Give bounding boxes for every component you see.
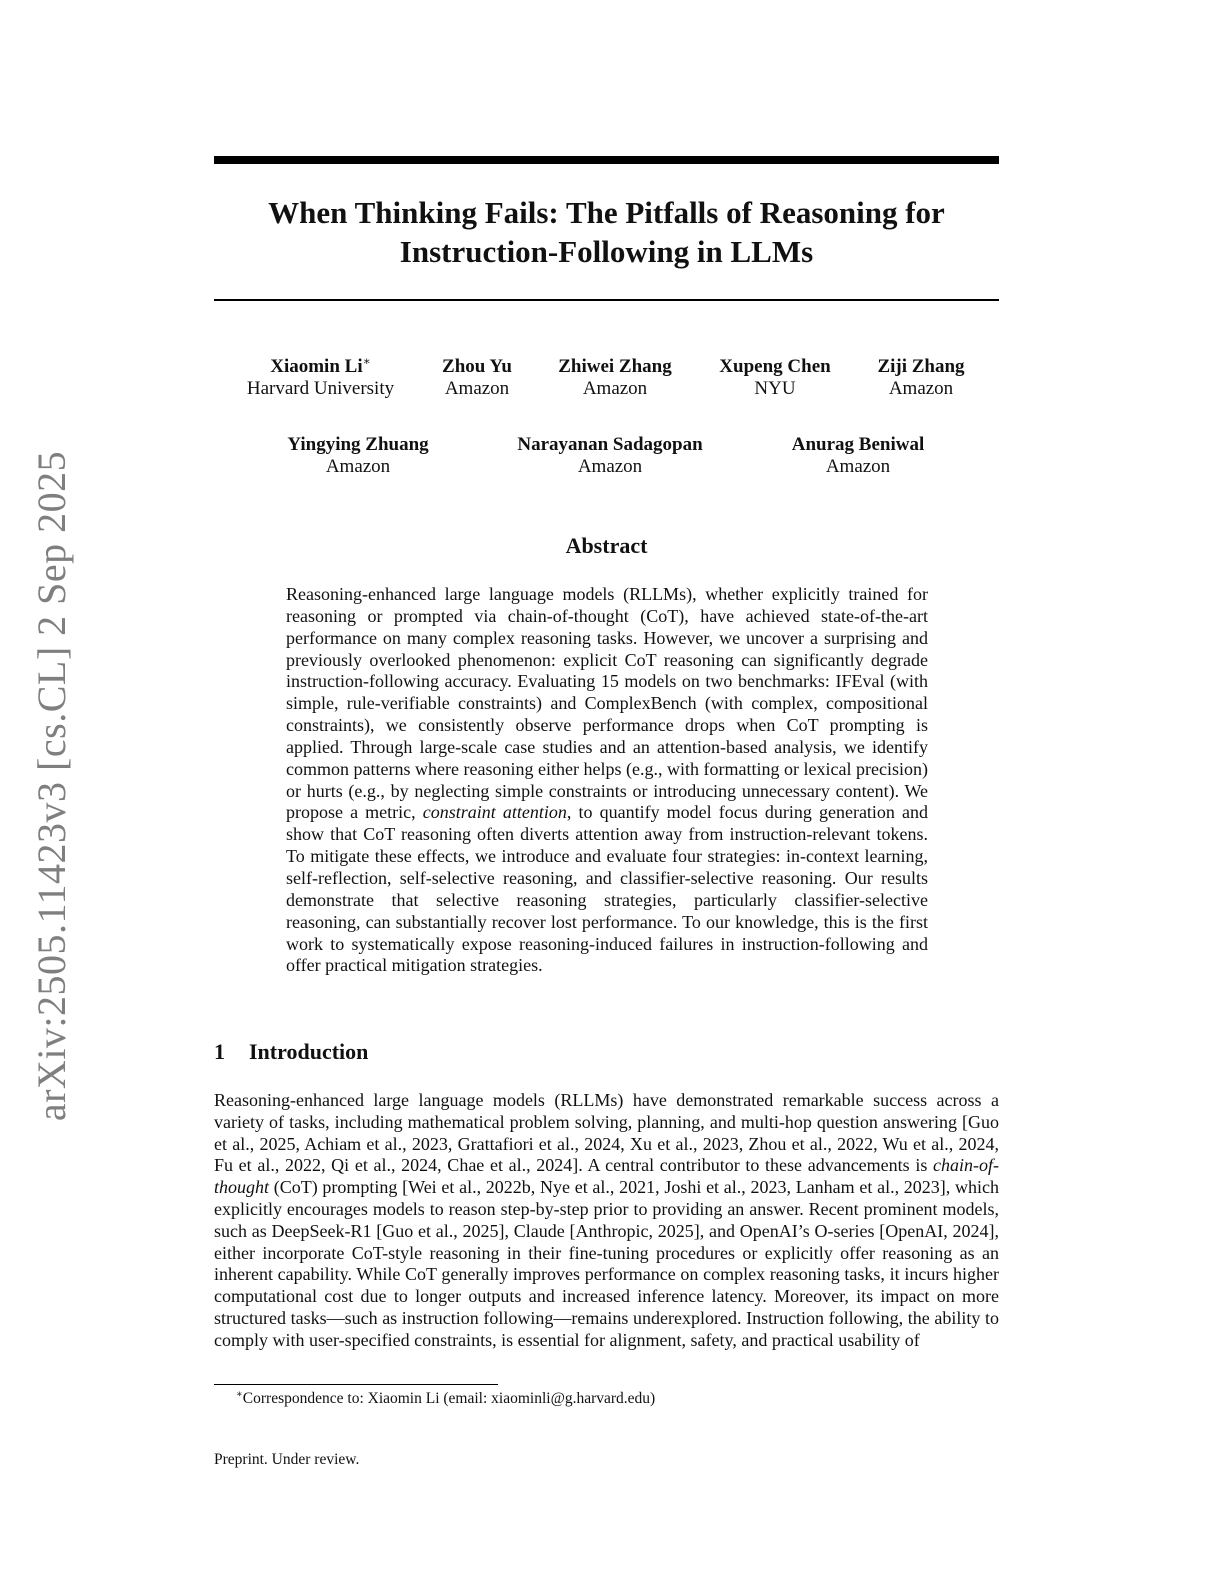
author-affiliation: Amazon [325, 456, 391, 477]
author-block [872, 356, 970, 400]
paper-title [214, 193, 999, 271]
title-rule-top [214, 156, 999, 164]
title-line-2: Instruction-Following in LLMs [399, 234, 814, 269]
preprint-note: Preprint. Under review. [214, 1451, 360, 1468]
author-name: Zhou Yu [442, 356, 512, 377]
author-affiliation: NYU [754, 378, 796, 399]
author-affiliation: Harvard University [246, 378, 395, 399]
author-block [714, 356, 836, 400]
author-affiliation: Amazon [577, 456, 643, 477]
author-block [553, 356, 677, 400]
author-block [280, 434, 436, 478]
footnote-mark: ∗ [362, 354, 371, 368]
introduction-paragraph: Reasoning-enhanced large language models (RLLMs) have demonstrated remarkable success across a variety of tasks, including mathematical problem solving, planning, and multi-hop question answering [Guo et al., 2025, Achiam et al., 2023, Grattafiori et al., 2024, Xu et al., 2023, Zhou et al., 2022, Wu et al., 2024, Fu et al., 2022, Qi et al., 2024, Chae et al., 2024]. A central contributor to these advancements is chain-of-thought (CoT) prompting [Wei et al., 2022b, Nye et al., 2021, Joshi et al., 2023, Lanham et al., 2023], which explicitly encourages models to reason step-by-step prior to providing an answer. Recent prominent models, such as DeepSeek-R1 [Guo et al., 2025], Claude [Anthropic, 2025], and OpenAI’s O-series [OpenAI, 2024], either incorporate CoT-style reasoning in their fine-tuning procedures or explicitly offer reasoning as an inherent capability. While CoT generally improves performance on complex reasoning tasks, it incurs higher computational cost due to longer outputs and increased inference latency. Moreover, its impact on more structured tasks—such as instruction following—remains underexplored. Instruction following, the ability to comply with user-specified constraints, is essential for alignment, safety, and practical usability of [214, 1090, 999, 1350]
author-affiliation: Amazon [582, 378, 648, 399]
footnote [236, 1389, 655, 1409]
author-affiliation: Amazon [825, 456, 891, 477]
footnote-rule [214, 1384, 498, 1385]
title-line-1: When Thinking Fails: The Pitfalls of Reasoning for [268, 195, 945, 230]
author-name: Xiaomin Li∗ [270, 354, 371, 377]
emphasis-term: constraint attention [422, 802, 567, 823]
author-name: Narayanan Sadagopan [517, 434, 703, 455]
author-name: Zhiwei Zhang [558, 356, 672, 377]
footnote-text: Correspondence to: Xiaomin Li (email: xiaominli@g.harvard.edu) [242, 1390, 656, 1407]
author-block [245, 356, 396, 400]
arxiv-identifier: arXiv:2505.11423v3 [cs.CL] 2 Sep 2025 [29, 450, 74, 1122]
footnote-mark: ∗ [236, 1389, 243, 1400]
section-number: 1 [214, 1039, 225, 1064]
abstract-heading: Abstract [565, 533, 648, 558]
author-name: Yingying Zhuang [287, 434, 429, 455]
author-block [508, 434, 712, 478]
title-rule-bottom [214, 299, 999, 301]
author-name: Ziji Zhang [877, 356, 965, 377]
author-name: Xupeng Chen [719, 356, 831, 377]
emphasis-term: chain-of-thought [214, 1155, 999, 1198]
author-affiliation: Amazon [888, 378, 954, 399]
abstract-paragraph: Reasoning-enhanced large language models (RLLMs), whether explicitly trained for reasoning or prompted via chain-of-thought (CoT), have achieved state-of-the-art performance on many complex reasoning tasks. However, we uncover a surprising and previously overlooked phenomenon: explicit CoT reasoning can significantly degrade instruction-following accuracy. Evaluating 15 models on two benchmarks: IFEval (with simple, rule-verifiable constraints) and ComplexBench (with complex, compositional constraints), we consistently observe performance drops when CoT prompting is applied. Through large-scale case studies and an attention-based analysis, we identify common patterns where reasoning either helps (e.g., with formatting or lexical precision) or hurts (e.g., by neglecting simple constraints or introducing unnecessary content). We propose a metric, constraint attention, to quantify model focus during generation and show that CoT reasoning often diverts attention away from instruction-relevant tokens. To mitigate these effects, we introduce and evaluate four strategies: in-context learning, self-reflection, self-selective reasoning, and classifier-selective reasoning. Our results demonstrate that selective reasoning strategies, particularly classifier-selective reasoning, can substantially recover lost performance. To our knowledge, this is the first work to systematically expose reasoning-induced failures in instruction-following and offer practical mitigation strategies. [286, 584, 929, 976]
author-affiliation: Amazon [444, 378, 510, 399]
author-name: Anurag Beniwal [791, 434, 925, 455]
section-heading-introduction [214, 1039, 368, 1065]
author-block [784, 434, 932, 478]
author-block [437, 356, 517, 400]
section-title: Introduction [249, 1039, 369, 1064]
